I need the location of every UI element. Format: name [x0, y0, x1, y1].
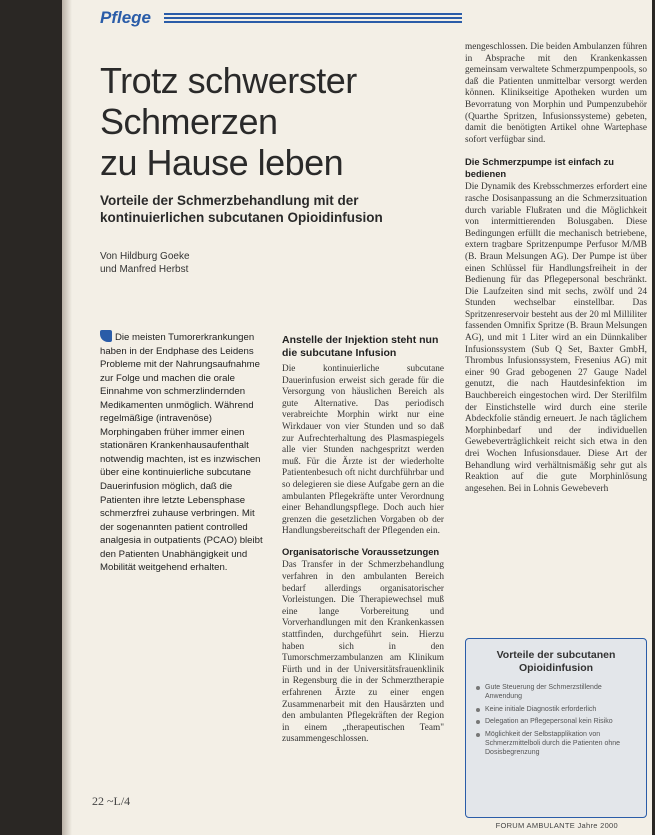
page-gutter-shadow: [62, 0, 72, 835]
byline: [100, 250, 190, 276]
lead-initial-mark: [100, 330, 112, 342]
col3-heading-1: Die Schmerzpumpe ist einfach zu bedienen: [465, 156, 614, 179]
byline-line-1: Von Hildburg Goeke: [100, 251, 190, 262]
lead-paragraph: [100, 330, 264, 575]
col3-paragraph-2: Die Dynamik des Krebsschmerzes erfordert eine rasche Dosisanpassung an die Schmerzsituation durch variable Flußraten und die Möglichkeit von intermittierenden Bolusgaben. Diese Bedingungen erfüllt die mechanisch betriebene, extern tragbare Spritzenpumpe Perfusor M/MB (B. Braun Melsungen AG). Der Pumpe ist über einen Schlüssel für Handlungsfreiheit in der Bedienung für das Pflegepersonal beschränkt. Die Laufzeiten sind mit sechs, zwölf und 24 Stunden wechselbar einstellbar. Das Spritzenreservoir besteht aus der 20 ml Milliliter fassenden Omnifix Spritze (B. Braun Melsungen AG), und mit 1 Liter wird an ein Dünnkaliber Infusionssystem (Sub Q Set, Baxter GmbH, Thrombus Infusionssystem, Fresenius AG) mit einer 90 Grad gebogenen 27 Gauge Nadel genutzt, die nach Hautdesinfektion im Bauchbereich eingestochen wird. Der Sterilfilm der Einstichstelle wird durch eine sterile Abdeckfolie ständig erneuert. Je nach täglichem Morphinbedarf und der individuellen Gewebeverträglichkeit reicht sich etwa in den drei Wochen Infusionsdauer. Diese Art der Behandlung wird verhältnismäßig sehr gut als Reaktion auf die gute Morphinlösung angesehen. Bei in Lohnis Gewebeverh: [465, 182, 647, 494]
col2-paragraph-2: Das Transfer in der Schmerzbehandlung verfahren in den ambulanten Bereich bedarf allerdings organisatorischer Vorleistungen. Die Therapiewechsel muß eine lange Vorbereitung und Vorverhandlungen mit den Krankenkassen stattfinden, durchgeführt sein. Hierzu haben sich in den Tumorschmerzambulanzen am Klinikum Fürth und in der Universitätsfrauenklinik in Regensburg die in der Schmerztherapie erfahrenen Ärzte zu einer engen Zusammenarbeit mit den Hausärzten und den ambulanten Pflegekräften der Region in einem „therapeutischen Team" zusammengeschlossen.: [282, 560, 444, 745]
section-label: Pflege: [100, 8, 152, 27]
infobox-list: [466, 683, 646, 758]
infobox-item: Delegation an Pflegepersonal kein Risiko: [476, 717, 638, 726]
infobox-advantages: [465, 638, 647, 818]
article-subtitle: Vorteile der Schmerzbehandlung mit der kontinuierlichen subcutanen Opioidinfusion: [100, 193, 383, 225]
col2-heading-2: Organisatorische Voraussetzungen: [282, 545, 440, 557]
section-stripes: [164, 13, 462, 25]
infobox-title: Vorteile der subcutanen Opioidinfusion: [496, 649, 616, 674]
col2-heading-1: Anstelle der Injektion steht nun die subcutane Infusion: [282, 334, 439, 359]
magazine-page: [62, 0, 652, 835]
infobox-item: Möglichkeit der Selbstapplikation von Schmerzmittelboli durch die Patienten ohne Dosisbegrenzung: [476, 730, 638, 758]
article-title: [100, 60, 460, 183]
lead-text: Die meisten Tumorerkrankungen haben in der Endphase des Leidens Probleme mit der Nahrungsaufnahme zur Folge und machen die orale Einnahme von schmerzlindernden Medikamenten unmöglich. Während regelmäßige (intravenöse) Morphingaben früher immer einen stationären Krankenhausaufenthalt notwendig machten, ist es inzwischen über eine kontinuierliche subcutane Dauerinfusion möglich, daß die Patienten ihre letzte Lebensphase schmerzfrei zuhause verbringen. Mit der sogenannten patient controlled analgesia in outpatients (PCAO) bleibt den Patienten Unabhängigkeit und Mobilität weitgehend erhalten.: [100, 332, 263, 574]
column-2: [282, 334, 444, 746]
publication-footer: FORUM AMBULANTE Jahre 2000: [495, 821, 618, 830]
section-header: [100, 7, 462, 31]
title-line-1: Trotz schwerster: [100, 60, 357, 101]
infobox-item: Gute Steuerung der Schmerzstillende Anwendung: [476, 683, 638, 702]
infobox-item: Keine initiale Diagnostik erforderlich: [476, 705, 638, 714]
title-line-3: zu Hause leben: [100, 142, 344, 183]
col2-paragraph-1: Die kontinuierliche subcutane Dauerinfusion erweist sich gerade für die Versorgung von häuslichen Bereich als gute Alternative. Das periodisch verabreichte Morphin wirkt nur eine Wirkdauer von vier Stunden und so daß zur Aufrechterhaltung des Plasmaspiegels alle vier Stunden nachgespritzt werden muß. Für die Ärzte ist der wiederholte Patientenbesuch oft nicht durchführbar und so delegieren sie diese Aufgabe gern an die ambulanten Pflegekräfte unter Verordnung einer Behandlungspflege. Doch auch hier grenzen die gesetzlichen Vorgaben ob der Handlungsbereitschaft der Pflegenden ein.: [282, 364, 444, 537]
page-number: 22 ~L/4: [92, 794, 131, 808]
byline-line-2: und Manfred Herbst: [100, 264, 189, 275]
title-line-2: Schmerzen: [100, 101, 278, 142]
column-3: [465, 42, 647, 495]
col3-paragraph-1: mengeschlossen. Die beiden Ambulanzen führen in Absprache mit den Krankenkassen gemeinsam verwaltete Schmerzpumpenpools, so daß die Patienten unmittelbar versorgt werden können. Klinikseitige Apotheken wurden um Bevorratung von Morphin und Pumpenzubehör (Quarthe Spritzen, Infusionssysteme) gebeten, damit die benötigten Artikel ohne Wartephase sofort verfügbar sind.: [465, 42, 647, 145]
